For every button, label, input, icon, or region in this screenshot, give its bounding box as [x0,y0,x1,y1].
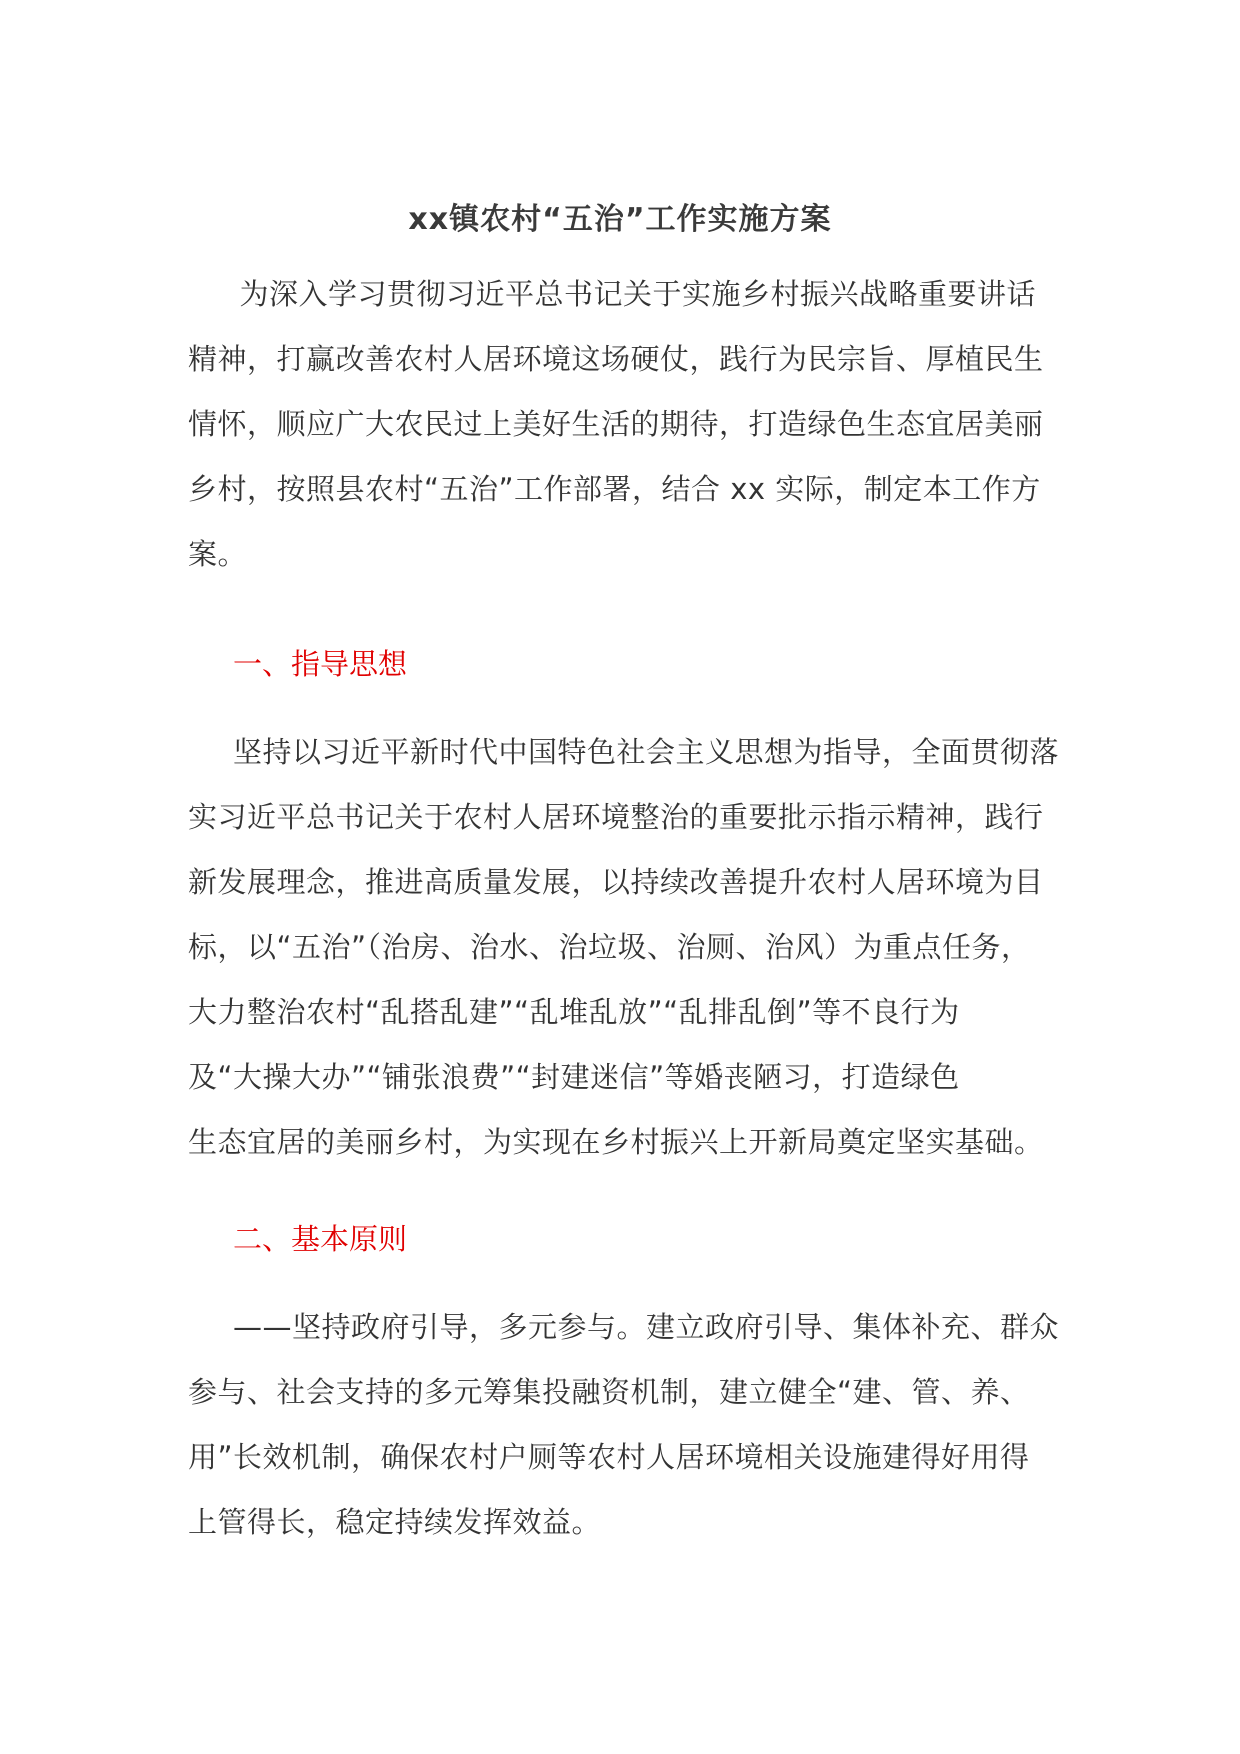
paragraph-line: 标，以“五治”（治房、治水、治垃圾、治厕、治风）为重点任务， [188,930,1031,964]
paragraph-line: 用”长效机制，确保农村户厕等农村人居环境相关设施建得好用得 [188,1440,1030,1474]
paragraph-line: 参与、社会支持的多元筹集投融资机制，建立健全“建、管、养、 [188,1375,1030,1409]
paragraph-line: ——坚持政府引导，多元参与。建立政府引导、集体补充、群众 [233,1310,1060,1344]
paragraph-line: 坚持以习近平新时代中国特色社会主义思想为指导，全面贯彻落 [233,735,1060,769]
paragraph-line: 及“大操大办”“铺张浪费”“封建迷信”等婚丧陋习，打造绿色 [188,1060,960,1094]
guiding-ideology-paragraph [188,720,1063,1175]
paragraph-line: 上管得长，稳定持续发挥效益。 [188,1505,602,1539]
paragraph-line: 新发展理念，推进高质量发展，以持续改善提升农村人居环境为目 [188,865,1044,899]
basic-principles-paragraph [188,1295,1063,1555]
paragraph-line: 案。 [188,537,248,571]
paragraph-line: 乡村，按照县农村“五治”工作部署，结合 xx 实际，制定本工作方 [188,472,1041,506]
paragraph-line: 大力整治农村“乱搭乱建”“乱堆乱放”“乱排乱倒”等不良行为 [188,995,960,1029]
intro-paragraph [188,262,1063,587]
document-title: xx镇农村“五治”工作实施方案 [408,202,832,237]
paragraph-line: 情怀，顺应广大农民过上美好生活的期待，打造绿色生态宜居美丽 [188,407,1044,441]
paragraph-line: 精神，打赢改善农村人居环境这场硬仗，践行为民宗旨、厚植民生 [188,342,1044,376]
paragraph-line: 实习近平总书记关于农村人居环境整治的重要批示指示精神，践行 [188,800,1044,834]
paragraph-line: 生态宜居的美丽乡村，为实现在乡村振兴上开新局奠定坚实基础。 [188,1125,1044,1159]
section-heading-basic-principles: 二、基本原则 [233,1222,408,1256]
paragraph-line: 为深入学习贯彻习近平总书记关于实施乡村振兴战略重要讲话 [210,277,1037,311]
section-heading-guiding-ideology: 一、指导思想 [233,647,408,681]
